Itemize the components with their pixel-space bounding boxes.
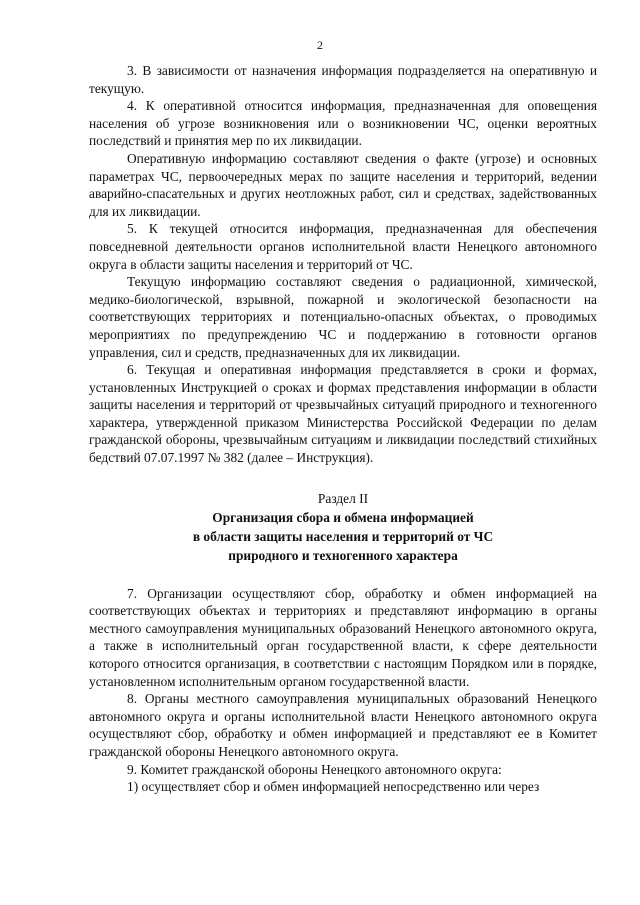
paragraph-7: 7. Организации осуществляют сбор, обработку и обмен информацией на соответствующих объектах и территориях и представляют информацию в органы местного самоуправления муниципальных образований Ненецкого автономного округа, а также в исполнительный орган государственной власти, к сфере деятельности которого относится организация, в соответствии с настоящим Порядком или в порядке, установленном исполнительным органом государственной власти. <box>89 585 597 689</box>
paragraph-4: 4. К оперативной относится информация, предназначенная для оповещения населения об угрозе возникновения или о возникновении ЧС, оценки вероятных последствий и принятия мер по их ликвидации. <box>89 98 597 149</box>
paragraph-9: 9. Комитет гражданской обороны Ненецкого автономного округа: <box>127 761 502 777</box>
paragraph-3: 3. В зависимости от назначения информация подразделяется на оперативную и текущую. <box>89 63 597 96</box>
section-heading <box>89 489 597 565</box>
section-title-line-1: Организация сбора и обмена информацией <box>212 509 474 525</box>
paragraph-6: 6. Текущая и оперативная информация представляется в сроки и формах, установленных Инструкцией о сроках и формах представления информации в области защиты населения и территорий от чрезвычайных ситуаций природного и техногенного характера, утвержденной приказом Министерства Российской Федерации по делам гражданской обороны, чрезвычайным ситуациям и ликвидации последствий стихийных бедствий 07.07.1997 № 382 (далее – Инструкция). <box>89 362 597 466</box>
paragraph-5: 5. К текущей относится информация, предназначенная для обеспечения повседневной деятельности органов исполнительной власти Ненецкого автономного округа в области защиты населения и территорий от ЧС. <box>89 221 597 272</box>
document-body <box>89 62 597 796</box>
section-number: Раздел II <box>317 490 369 506</box>
section-title-line-3: природного и техногенного характера <box>228 547 458 563</box>
paragraph-9-item-1: 1) осуществляет сбор и обмен информацией непосредственно или через <box>127 779 540 795</box>
page-number: 2 <box>317 38 323 52</box>
section-title-line-2: в области защиты населения и территорий от ЧС <box>192 528 494 544</box>
paragraph-4-operative: Оперативную информацию составляют сведения о факте (угрозе) и основных параметрах ЧС, первоочередных мерах по защите населения и территорий, ведении аварийно-спасательных и других неотложных работ, сил и средствах, задействованных для их ликвидации. <box>89 150 597 219</box>
paragraph-5-current: Текущую информацию составляют сведения о радиационной, химической, медико-биологической, взрывной, пожарной и экологической безопасности на соответствующих территориях и потенциально-опасных объектах, о проводимых мероприятиях по предупреждению ЧС и поддержанию в готовности органов управления, сил и средств, предназначенных для их ликвидации. <box>89 274 597 360</box>
paragraph-8: 8. Органы местного самоуправления муниципальных образований Ненецкого автономного округа и органы исполнительной власти Ненецкого автономного округа осуществляют сбор, обработку и обмен информацией и представляют ее в Комитет гражданской обороны Ненецкого автономного округа. <box>89 691 597 759</box>
